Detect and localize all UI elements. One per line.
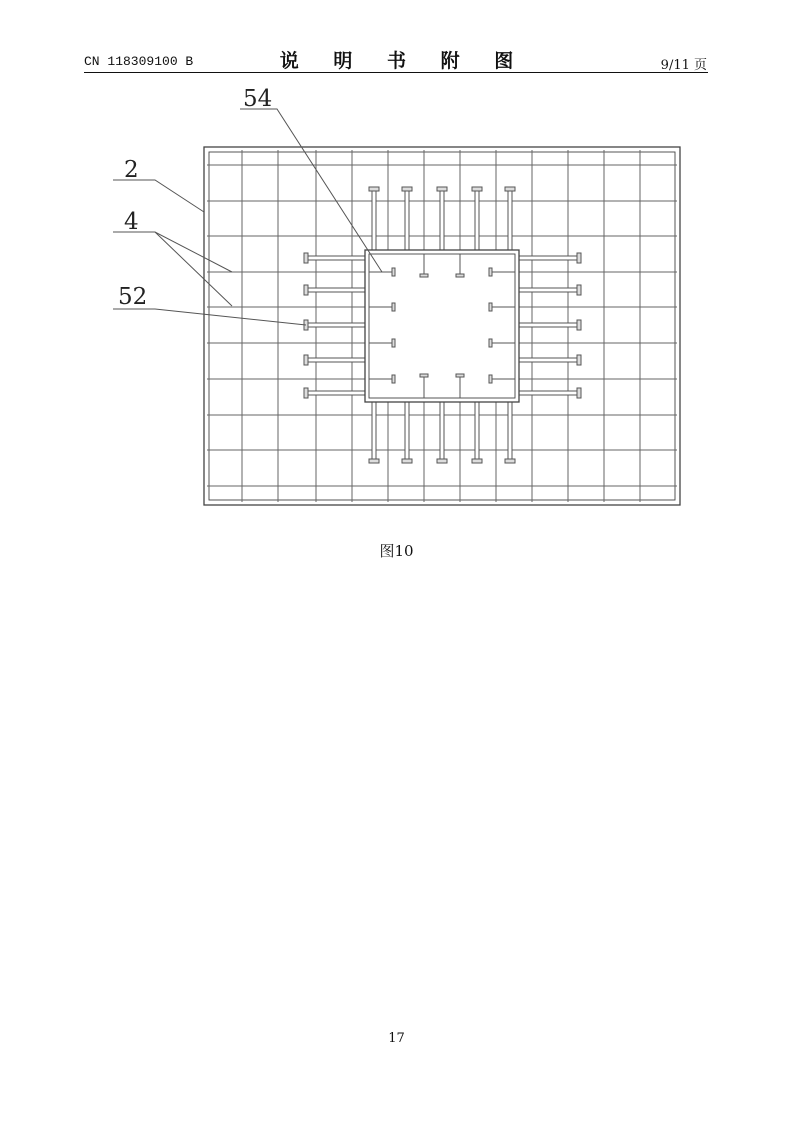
stud-head bbox=[304, 253, 308, 263]
stud-shaft bbox=[508, 190, 512, 250]
stud-shaft bbox=[519, 288, 577, 292]
stud-shaft bbox=[440, 190, 444, 250]
section-title: 说 明 书 附 图 bbox=[279, 50, 528, 72]
stud-head bbox=[304, 355, 308, 365]
inner-stud-head bbox=[392, 268, 395, 276]
label-4: 4 bbox=[124, 209, 139, 235]
label-2: 2 bbox=[124, 157, 139, 183]
inner-stud-head bbox=[489, 375, 492, 383]
inner-stud-head bbox=[489, 303, 492, 311]
stud-head bbox=[402, 459, 412, 463]
inner-stud-head bbox=[456, 274, 464, 277]
stud-shaft bbox=[508, 402, 512, 460]
inner-stud-head bbox=[392, 303, 395, 311]
stud-shaft bbox=[440, 402, 444, 460]
stud-head bbox=[472, 459, 482, 463]
stud-shaft bbox=[475, 402, 479, 460]
stud-head bbox=[304, 388, 308, 398]
stud-shaft bbox=[307, 288, 365, 292]
label-52: 52 bbox=[118, 284, 148, 310]
stud-head bbox=[304, 285, 308, 295]
stud-head bbox=[577, 355, 581, 365]
figure-caption: 图10 bbox=[379, 542, 414, 560]
stud-head bbox=[437, 187, 447, 191]
stud-shaft bbox=[307, 391, 365, 395]
inner-stud-head bbox=[489, 339, 492, 347]
stud-shaft bbox=[307, 323, 365, 327]
patent-number: CN 118309100 B bbox=[84, 54, 194, 69]
inner-stud-head bbox=[489, 268, 492, 276]
stud-head bbox=[369, 459, 379, 463]
stud-head bbox=[577, 320, 581, 330]
stud-head bbox=[369, 187, 379, 191]
inner-stud-head bbox=[420, 274, 428, 277]
stud-shaft bbox=[405, 190, 409, 250]
stud-shaft bbox=[372, 402, 376, 460]
page-count: 9/11 页 bbox=[660, 58, 707, 73]
stud-head bbox=[402, 187, 412, 191]
stud-shaft bbox=[519, 323, 577, 327]
inner-stud-head bbox=[420, 374, 428, 377]
leader-lines bbox=[113, 109, 382, 325]
stud-shaft bbox=[519, 391, 577, 395]
stud-shaft bbox=[372, 190, 376, 250]
stud-head bbox=[437, 459, 447, 463]
stud-head bbox=[577, 388, 581, 398]
stud-shaft bbox=[519, 358, 577, 362]
stud-head bbox=[505, 187, 515, 191]
stud-shaft bbox=[475, 190, 479, 250]
stud-head bbox=[472, 187, 482, 191]
stud-head bbox=[577, 285, 581, 295]
inner-stud-head bbox=[392, 339, 395, 347]
stud-shaft bbox=[307, 256, 365, 260]
page-number: 17 bbox=[388, 1031, 405, 1046]
inner-stud-head bbox=[392, 375, 395, 383]
stud-head bbox=[505, 459, 515, 463]
label-54: 54 bbox=[243, 86, 273, 112]
stud-shaft bbox=[405, 402, 409, 460]
stud-shaft bbox=[519, 256, 577, 260]
stud-head bbox=[577, 253, 581, 263]
inner-stud-head bbox=[456, 374, 464, 377]
stud-shaft bbox=[307, 358, 365, 362]
